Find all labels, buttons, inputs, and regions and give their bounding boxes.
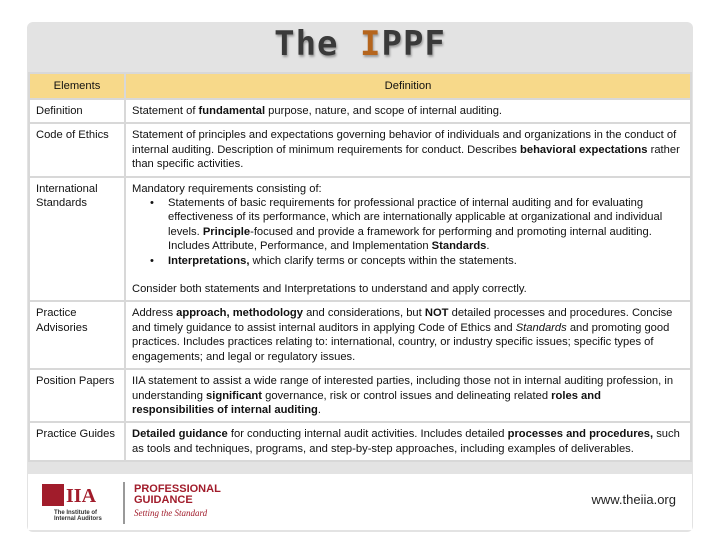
iia-logo: [40, 480, 120, 526]
list-item: • Statements of basic requirements for professional practice of internal auditing and for evaluating effectiveness of its performance, which are internationally applicable at organizational and individual levels. Principle-focused and provide a framework for performing and promoting internal auditing. Includes Attribute, Performance, and Implementation Standards.: [168, 196, 684, 254]
ippf-table: [28, 72, 692, 462]
elements-column-header: Elements: [29, 73, 125, 99]
logo-divider: [123, 482, 125, 524]
iia-name: The Institute of Internal Auditors: [54, 510, 102, 522]
row-label: Code of Ethics: [29, 123, 125, 176]
website-url: www.theiia.org: [591, 492, 676, 507]
tagline: Setting the Standard: [134, 508, 208, 518]
row-label: International Standards: [29, 177, 125, 302]
svg-text:IIA: IIA: [66, 485, 97, 507]
table-row: [29, 177, 691, 302]
table-row: [29, 369, 691, 422]
row-definition: IIA statement to assist a wide range of interested parties, including those not in internal auditing profession, in understanding significant governance, risk or control issues and delineating related roles and responsibilities of internal auditing.: [125, 369, 691, 422]
row-definition: Address approach, methodology and considerations, but NOT detailed processes and procedures. Concise and timely guidance to assist internal auditors in applying Code of Ethics and Standards and promoting good practices. Includes practices relating to: international, country, or industry specific issues; specific types of engagements; and legal or regulatory issues.: [125, 301, 691, 369]
page-title: The IPPF: [274, 24, 446, 64]
list-item: • Interpretations, which clarify terms or concepts within the statements.: [168, 254, 684, 268]
table-header-row: [29, 73, 691, 99]
row-label: Practice Guides: [29, 422, 125, 461]
row-definition: Detailed guidance for conducting internal audit activities. Includes detailed processes and procedures, such as tools and techniques, programs, and step-by-step approaches, including examples of deliverables.: [125, 422, 691, 461]
row-definition: Statement of principles and expectations governing behavior of individuals and organizations in the conduct of internal auditing. Description of minimum requirements for conduct. Describes behavioral expectations rather than specific activities.: [125, 123, 691, 176]
definition-column-header: Definition: [125, 73, 691, 99]
row-definition: Mandatory requirements consisting of: • Statements of basic requirements for professional practice of internal auditing and for evaluating effectiveness of its performance, which are internationally applicable at organizational and individual levels. Principle-focused and provide a framework for performing and promoting internal auditing. Includes Attribute, Performance, and Implementation Standards. • Interpretations, which clarify terms or concepts within the statements. Consider both statements and Interpretations to understand and apply correctly.: [125, 177, 691, 302]
standards-list: [132, 196, 684, 268]
table-row: [29, 99, 691, 123]
table-row: [29, 422, 691, 461]
row-definition: Statement of fundamental purpose, nature, and scope of internal auditing.: [125, 99, 691, 123]
table-row: [29, 123, 691, 176]
professional-guidance-logo: PROFESSIONAL GUIDANCE: [134, 483, 221, 506]
table-row: [29, 301, 691, 369]
row-label: Practice Advisories: [29, 301, 125, 369]
row-label: Position Papers: [29, 369, 125, 422]
footer: [28, 474, 692, 530]
row-label: Definition: [29, 99, 125, 123]
iia-emblem-icon: [40, 480, 120, 510]
